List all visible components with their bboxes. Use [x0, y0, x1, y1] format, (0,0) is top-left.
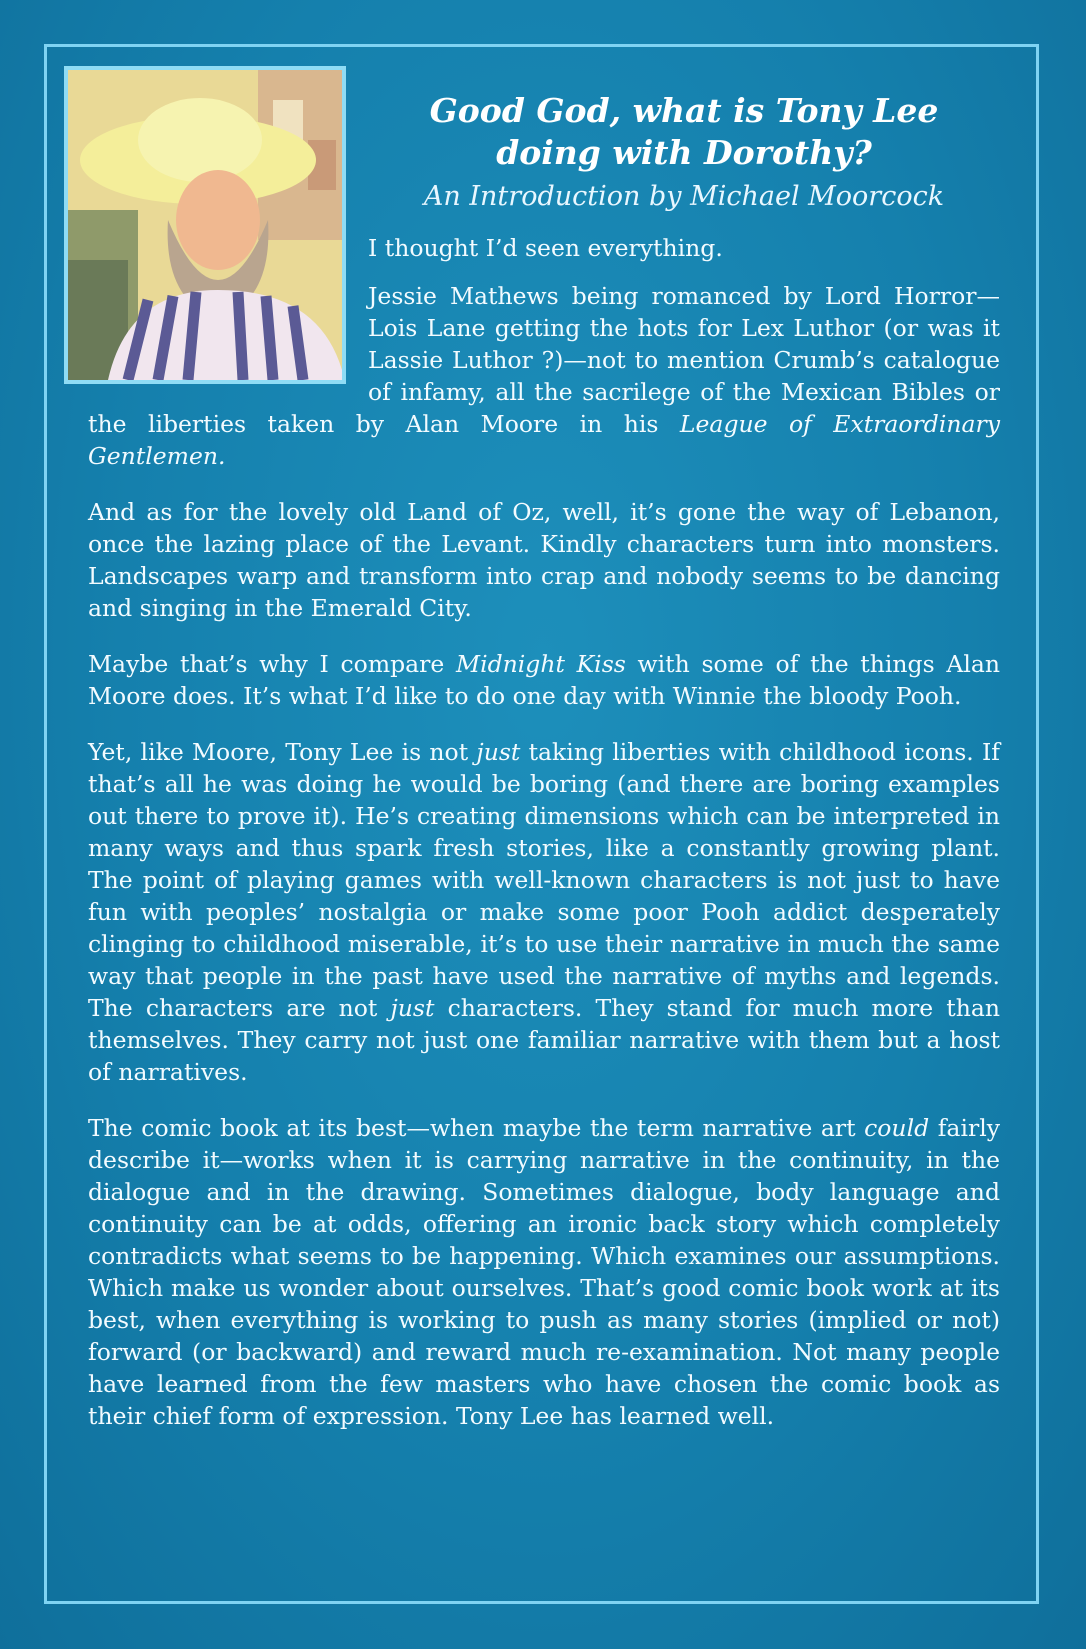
paragraph-3: And as for the lovely old Land of Oz, well, it’s gone the way of Lebanon, once the lazing place of the Levant. Kindly characters turn into monsters. Landscapes warp and transform into crap and nobody seems to be dancing and singing in the Emerald City.: [88, 498, 1000, 622]
title-line-2: doing with Dorothy?: [496, 133, 872, 172]
paragraph-6-text-b: fairly describe it—works when it is carrying narrative in the continuity, in the dialogue and in the drawing. Sometimes dialogue, body language and continuity can be at odds, offering an ironic back story which completely contradicts what seems to be happening. Which examines our assumptions. Which make us wonder about ourselves. That’s good comic book work at its best, when everything is working to push as many stories (implied or not) forward (or backward) and reward much re-examination. Not many people have learned from the few masters who have chosen the comic book as their chief form of expression. Tony Lee has learned well.: [88, 1114, 1000, 1430]
paragraph-4-italic: Midnight Kiss: [456, 650, 626, 678]
paragraph-4-text-a: Maybe that’s why I compare: [88, 650, 457, 678]
paragraph-5: [88, 736, 1000, 1088]
paragraph-5-text-a: Yet, like Moore, Tony Lee is not: [88, 738, 477, 766]
paragraph-2-italic: League of Extraordinary Gentlemen.: [88, 410, 1001, 470]
paragraph-6: [88, 1112, 1000, 1432]
paragraph-2-text: Jessie Mathews being romanced by Lord Horror—Lois Lane getting the hots for Lex Luthor (or was it Lassie Luthor ?)—not to mention Crumb’s catalogue of infamy, all the sacrilege of the Mexican Bibles or the liberties taken by Alan Moore in his: [88, 282, 1000, 438]
article: [88, 62, 1000, 1456]
paragraph-5-text-c: characters. They stand for much more than themselves. They carry not just one familiar narrative with them but a host of narratives.: [88, 994, 1000, 1086]
title-line-1: Good God, what is Tony Lee: [429, 91, 939, 130]
paragraph-5-text-b: taking liberties with childhood icons. If that’s all he was doing he would be boring (and there are boring examples out there to prove it). He’s creating dimensions which can be interpreted in many ways and thus spark fresh stories, like a constantly growing plant. The point of playing games with well-known characters is not just to have fun with peoples’ nostalgia or make some poor Pooh addict desperately clinging to childhood miserable, it’s to use their narrative in much the same way that people in the past have used the narrative of myths and legends. The characters are not: [88, 738, 1000, 1022]
paragraph-6-text-a: The comic book at its best—when maybe the term narrative art: [88, 1114, 865, 1142]
paragraph-5-italic-1: just: [476, 738, 521, 766]
paragraph-5-italic-2: just: [390, 994, 435, 1022]
paragraph-6-italic: could: [864, 1114, 930, 1142]
paragraph-1: I thought I’d seen everything.: [368, 234, 723, 262]
paragraph-4: [88, 648, 1000, 712]
author-photo-image: [68, 70, 342, 380]
paragraph-4-text-b: with some of the things Alan Moore does. It’s what I’d like to do one day with Winnie the bloody Pooh.: [88, 650, 1000, 710]
article-subtitle: An Introduction by Michael Moorcock: [423, 181, 945, 212]
author-photo: [64, 66, 346, 384]
